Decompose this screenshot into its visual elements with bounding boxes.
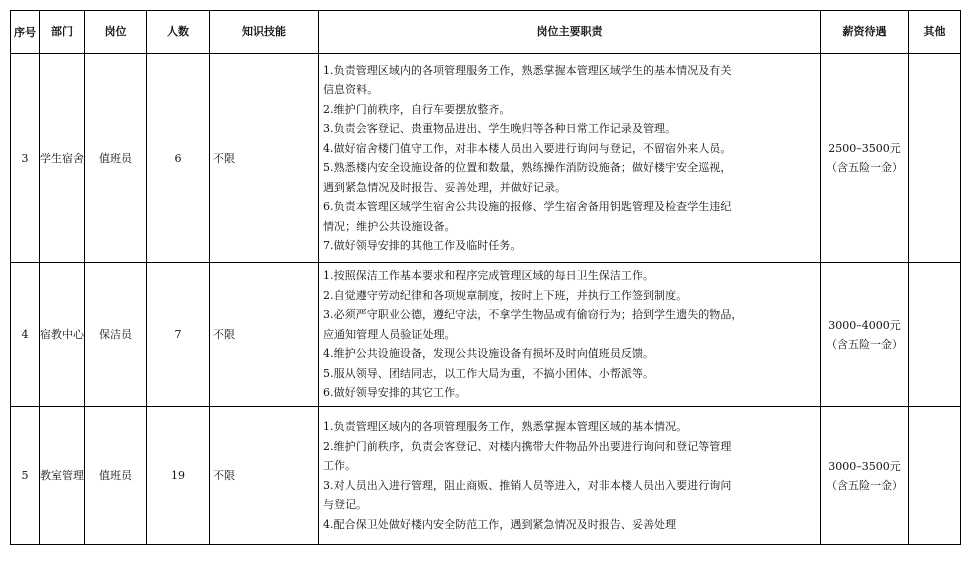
- cell-count: 7: [147, 263, 210, 407]
- header-dept: 部门: [40, 11, 85, 54]
- cell-salary: 3000–4000元（含五险一金）: [821, 263, 909, 407]
- header-seq: 序号: [11, 11, 40, 54]
- cell-other: [909, 407, 961, 545]
- duty-line: 与登记。: [323, 498, 368, 511]
- cell-dept: 教室管理: [40, 407, 85, 545]
- duty-line: 3.对人员出入进行管理，阻止商贩、推销人员等进入，对非本楼人员出入要进行询问: [323, 478, 732, 492]
- duty-line: 工作。: [323, 459, 357, 472]
- duty-line: 6.做好领导安排的其它工作。: [323, 386, 467, 400]
- duty-line: 2.自觉遵守劳动纪律和各项规章制度，按时上下班，并执行工作签到制度。: [323, 288, 688, 302]
- duty-line: 2.维护门前秩序，负责会客登记、对楼内携带大件物品外出要进行询问和登记等管理: [323, 439, 732, 453]
- cell-skills: 不限: [210, 54, 319, 263]
- duty-line: 4.配合保卫处做好楼内安全防范工作，遇到紧急情况及时报告、妥善处理: [323, 517, 677, 531]
- cell-duties: [319, 54, 821, 263]
- header-duties: 岗位主要职责: [319, 11, 821, 54]
- cell-dept: 学生宿舍: [40, 54, 85, 263]
- cell-seq: 4: [11, 263, 40, 407]
- header-post: 岗位: [85, 11, 147, 54]
- cell-post: 值班员: [85, 407, 147, 545]
- cell-skills: 不限: [210, 263, 319, 407]
- duty-line: 5.熟悉楼内安全设施设备的位置和数量，熟练操作消防设施备；做好楼宇安全巡视，: [323, 161, 732, 174]
- header-skills: 知识技能: [210, 11, 319, 54]
- header-row: [11, 11, 961, 54]
- cell-count: 6: [147, 54, 210, 263]
- duty-line: 1.负责管理区域内的各项管理服务工作，熟悉掌握本管理区域的基本情况。: [323, 420, 688, 433]
- cell-post: 保洁员: [85, 263, 147, 407]
- job-table: [10, 10, 961, 545]
- cell-post: 值班员: [85, 54, 147, 263]
- duty-line: 7.做好领导安排的其他工作及临时任务。: [323, 239, 522, 252]
- duty-line: 3.必须严守职业公德，遵纪守法，不拿学生物品或有偷窃行为；拾到学生遗失的物品，: [323, 308, 743, 322]
- duty-line: 遇到紧急情况及时报告、妥善处理，并做好记录。: [323, 180, 567, 194]
- duty-line: 1.负责管理区域内的各项管理服务工作，熟悉掌握本管理区域学生的基本情况及有关: [323, 63, 732, 77]
- cell-other: [909, 54, 961, 263]
- header-other: 其他: [909, 11, 961, 54]
- duty-line: 6.负责本管理区域学生宿舍公共设施的报修、学生宿舍备用钥匙管理及检查学生违纪: [323, 200, 732, 213]
- duty-line: 应通知管理人员验证处理。: [323, 327, 456, 341]
- cell-other: [909, 263, 961, 407]
- table-row: [11, 263, 961, 407]
- duty-line: 4.维护公共设施设备，发现公共设施设备有损坏及时向值班员反馈。: [323, 347, 655, 361]
- duty-line: 3.负责会客登记、贵重物品进出、学生晚归等各种日常工作记录及管理。: [323, 122, 677, 135]
- cell-dept: 宿教中心: [40, 263, 85, 407]
- duty-line: 2.维护门前秩序，自行车要摆放整齐。: [323, 102, 511, 116]
- cell-salary: 3000–3500元（含五险一金）: [821, 407, 909, 545]
- duty-line: 5.服从领导、团结同志，以工作大局为重，不搞小团体、小帮派等。: [323, 366, 655, 380]
- cell-duties: [319, 263, 821, 407]
- cell-seq: 3: [11, 54, 40, 263]
- duty-line: 信息资料。: [323, 83, 379, 96]
- duty-line: 1.按照保洁工作基本要求和程序完成管理区域的每日卫生保洁工作。: [323, 269, 655, 283]
- cell-count: 19: [147, 407, 210, 545]
- duty-line: 情况；维护公共设施设备。: [323, 219, 456, 233]
- header-salary: 薪资待遇: [821, 11, 909, 54]
- duty-line: 4.做好宿舍楼门值守工作，对非本楼人员出入要进行询问与登记，不留宿外来人员。: [323, 141, 732, 155]
- table-row: [11, 407, 961, 545]
- cell-salary: 2500–3500元（含五险一金）: [821, 54, 909, 263]
- header-count: 人数: [147, 11, 210, 54]
- cell-seq: 5: [11, 407, 40, 545]
- cell-duties: [319, 407, 821, 545]
- table-row: [11, 54, 961, 263]
- cell-skills: 不限: [210, 407, 319, 545]
